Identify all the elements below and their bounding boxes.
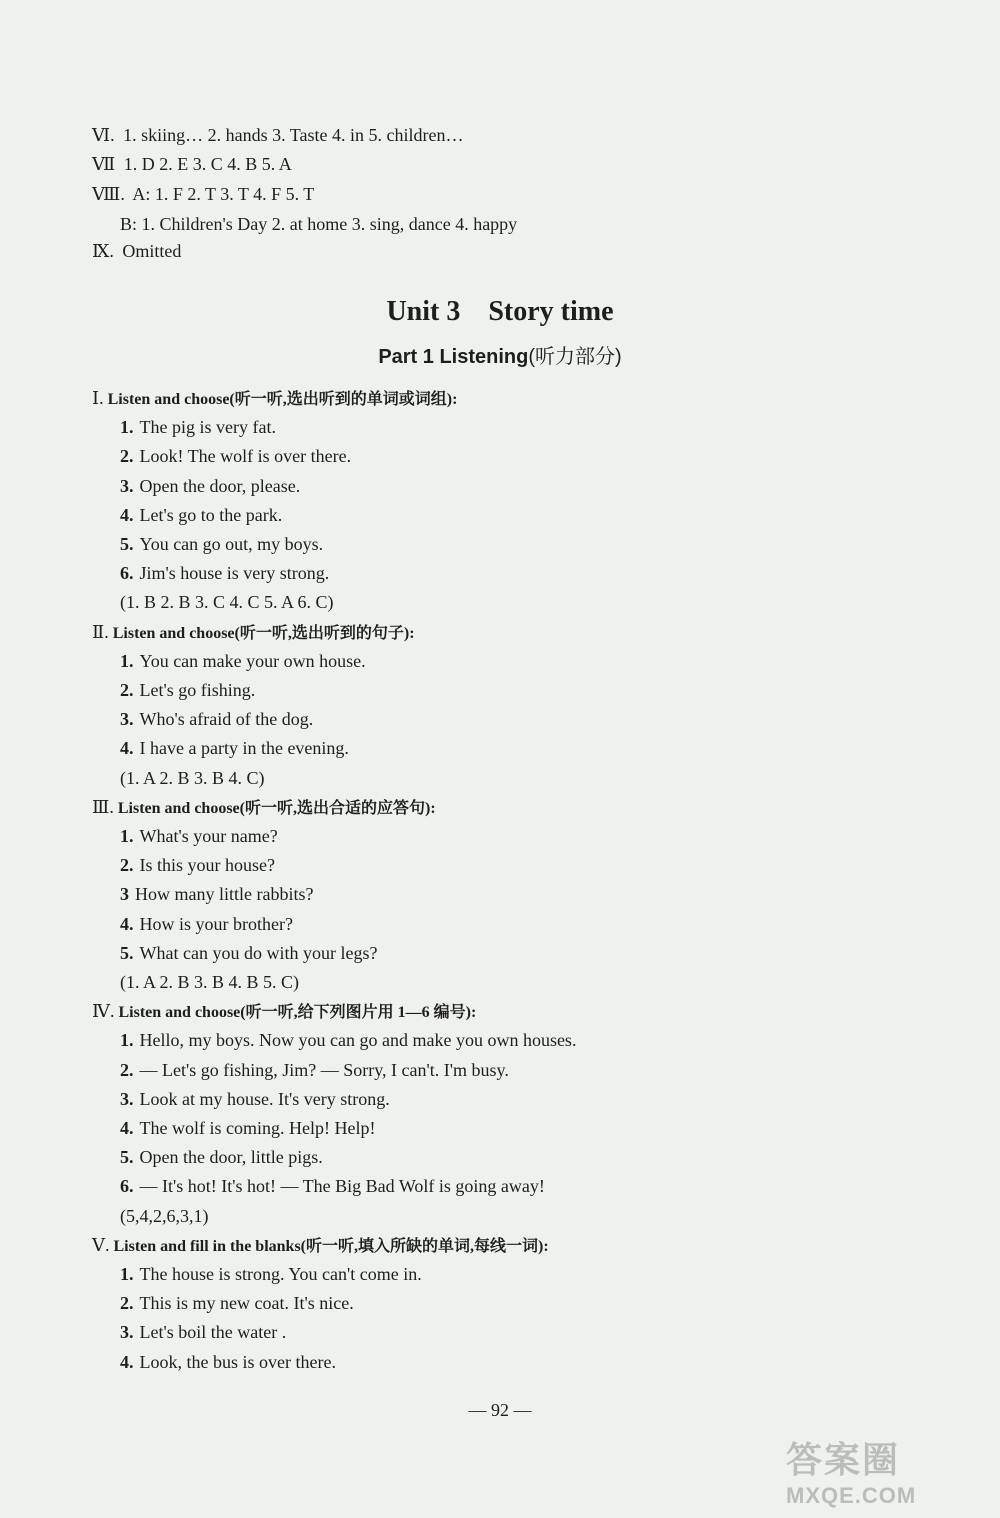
list-item [120,825,278,847]
answer-key: (1. A 2. B 3. B 4. C) [120,767,265,788]
item-text: Let's go fishing. [139,680,256,700]
list-item [120,562,329,584]
list-item [120,533,323,555]
item-number: 1. [120,1264,134,1284]
item-text: Jim's house is very strong. [139,563,330,584]
list-item [120,883,313,905]
answer-row-viii-a [92,183,314,205]
item-text: Look, the bus is over there. [139,1351,336,1372]
list-item [120,445,351,467]
item-number: 4. [120,1118,134,1138]
list-item [120,1117,375,1139]
section-heading [92,621,415,645]
watermark-logo [786,1432,976,1512]
item-number: 6. [120,1176,134,1197]
section-title: Listen and choose(听一听,选出听到的单词或词组): [107,391,458,408]
item-text: What can you do with your legs? [139,942,378,963]
answer-key: (1. A 2. B 3. B 4. B 5. C) [120,972,300,992]
section-title: Listen and fill in the blanks(听一听,填入所缺的单词,每线一词): [113,1237,549,1255]
watermark-bottom: MXQE.COM [786,1483,917,1508]
item-number: 3. [120,1322,134,1343]
section-label: Ⅰ. [92,388,104,408]
answer-key: (5,4,2,6,3,1) [120,1205,209,1226]
item-text: The house is strong. You can't come in. [139,1264,422,1284]
item-text: You can make your own house. [139,650,366,671]
answer-text: 1. skiing… 2. hands 3. Taste 4. in 5. children… [123,125,464,145]
item-number: 4. [120,504,134,525]
item-text: Who's afraid of the dog. [139,709,314,730]
answer-text: B: 1. Children's Day 2. at home 3. sing, dance 4. happy [120,214,518,234]
item-text: Look at my house. It's very strong. [139,1088,390,1109]
item-number: 2. [120,1293,134,1314]
section-title: Listen and choose(听一听,选出听到的句子): [112,624,415,642]
item-number: 2. [120,446,134,467]
list-item [120,737,349,759]
page-number: — 92 — [468,1400,532,1420]
item-text: What's your name? [139,826,278,846]
list-item [120,1059,509,1081]
item-number: 4. [120,738,134,759]
item-number: 4. [120,913,134,934]
answer-text: A: 1. F 2. T 3. T 4. F 5. T [132,184,315,204]
unit-number: Unit 3 [386,296,461,327]
unit-name: Story time [488,296,614,327]
item-number: 1. [120,650,134,671]
item-number: 1. [120,417,134,438]
item-text: Look! The wolf is over there. [139,446,352,467]
item-number: 2. [120,680,134,700]
answer-key: (1. B 2. B 3. C 4. C 5. A 6. C) [120,592,334,613]
list-item [120,708,313,730]
item-number: 1. [120,826,134,846]
section-label: Ⅸ. [92,241,114,261]
answer-row-viii-b [120,213,517,235]
list-item [120,1175,545,1197]
list-item [120,854,275,876]
section-label: Ⅵ. [92,125,115,145]
watermark-top: 答案圈 [786,1439,901,1480]
item-text: I have a party in the evening. [139,738,349,759]
section-heading [92,387,457,411]
section-label: Ⅷ. [92,184,125,204]
answer-text: Omitted [122,241,182,261]
item-text: Let's boil the water . [139,1322,287,1343]
section-title: Listen and choose(听一听,选出合适的应答句): [117,799,436,817]
list-item [120,1292,354,1314]
list-item [120,913,293,935]
item-text: This is my new coat. It's nice. [139,1293,354,1314]
section-heading [92,1234,549,1258]
section-heading [92,1000,476,1024]
item-number: 3. [120,1088,134,1109]
section-label: Ⅶ [92,154,116,174]
item-text: The wolf is coming. Help! Help! [139,1118,376,1138]
list-item [120,1088,390,1110]
list-item [120,650,366,672]
item-number: 6. [120,563,134,584]
part-name-cn: (听力部分) [528,346,622,368]
answer-row-ix [92,240,181,262]
section-title: Listen and choose(听一听,给下列图片用 1—6 编号): [118,1004,477,1022]
item-text: How many little rabbits? [135,884,314,905]
item-text: Is this your house? [139,855,275,876]
item-text: — Let's go fishing, Jim? — Sorry, I can't. I'm busy. [139,1059,509,1080]
list-item [120,416,276,438]
item-number: 5. [120,534,134,554]
list-item [120,1263,422,1285]
list-item [120,1029,576,1051]
item-text: Let's go to the park. [139,504,283,525]
list-item [120,679,255,701]
item-number: 3 [120,884,129,905]
part-title [0,343,1000,371]
unit-title [0,292,1000,332]
item-number: 1. [120,1030,134,1051]
item-text: Hello, my boys. Now you can go and make you own houses. [139,1030,577,1051]
list-item [120,1146,323,1168]
section-label: Ⅲ. [92,796,114,817]
part-name: Part 1 Listening [378,346,529,368]
item-text: You can go out, my boys. [139,534,324,554]
item-text: How is your brother? [139,913,293,934]
item-number: 5. [120,942,134,963]
section-heading [92,796,436,820]
item-text: Open the door, little pigs. [139,1147,323,1168]
list-item [120,504,282,526]
section-label: Ⅳ. [92,1001,115,1022]
section-label: Ⅱ. [92,621,109,642]
item-text: The pig is very fat. [139,417,276,438]
section-label: Ⅴ. [92,1234,110,1255]
item-number: 2. [120,1059,134,1080]
answer-row-vii [92,153,292,175]
item-text: Open the door, please. [139,475,301,496]
answer-text: 1. D 2. E 3. C 4. B 5. A [123,154,292,174]
list-item [120,1351,336,1373]
item-text: — It's hot! It's hot! — The Big Bad Wolf is going away! [139,1176,545,1197]
answer-row-vi [92,124,463,146]
item-number: 5. [120,1147,134,1168]
list-item [120,1321,286,1343]
item-number: 3. [120,709,134,730]
list-item [120,942,377,964]
item-number: 2. [120,855,134,876]
list-item [120,475,300,497]
item-number: 4. [120,1351,134,1372]
item-number: 3. [120,475,134,496]
